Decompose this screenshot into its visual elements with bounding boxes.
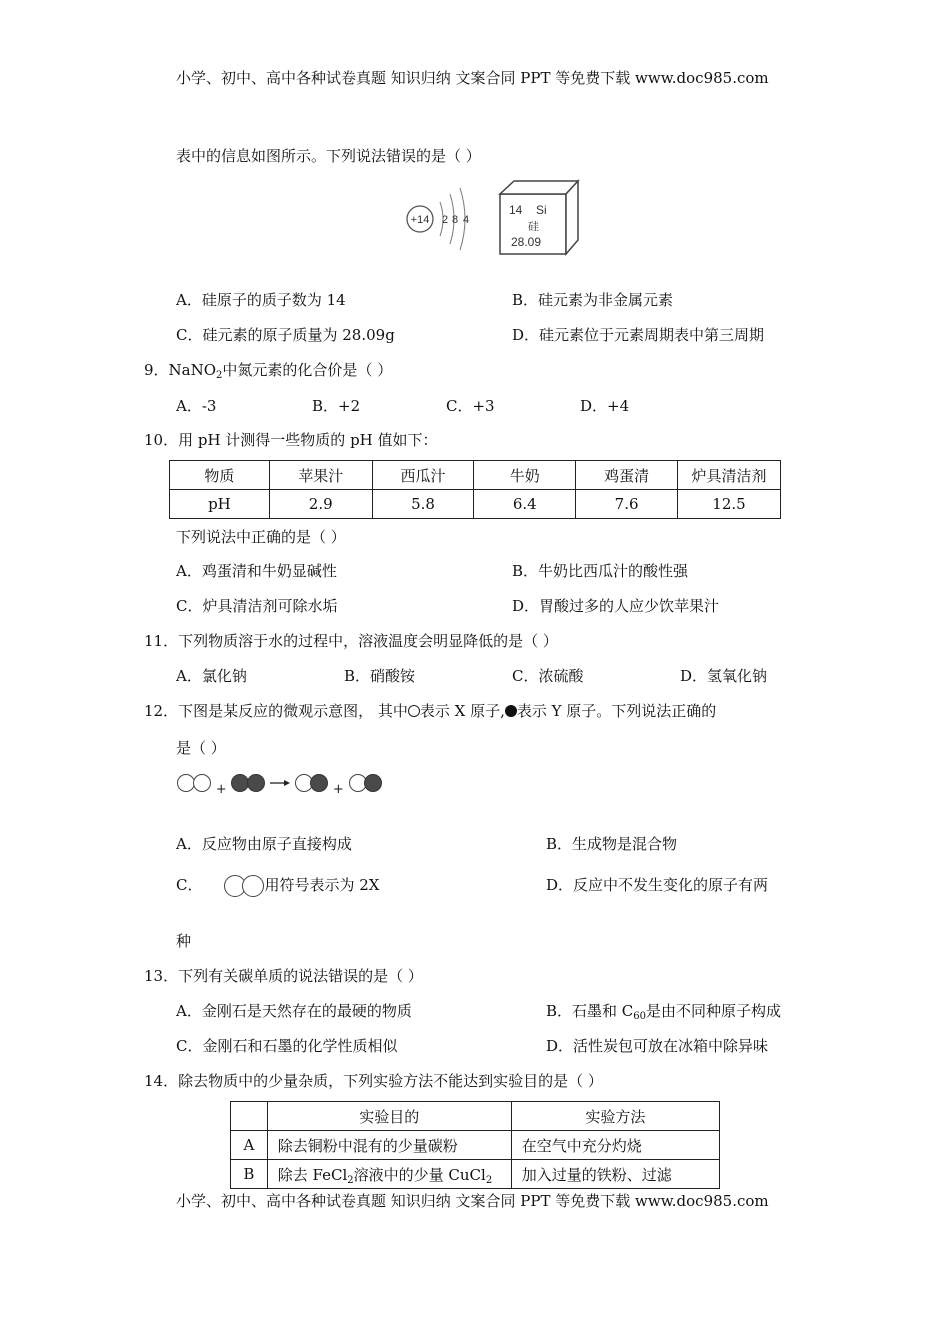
q13-option-b <box>546 1001 781 1021</box>
q13-option-b-post: 是由不同种原子构成 <box>646 1002 782 1020</box>
ph-table-cell: 鸡蛋清 <box>576 461 678 490</box>
experiment-table-cell: 除去铜粉中混有的少量碳粉 <box>267 1131 511 1160</box>
open-circle-icon <box>408 705 420 717</box>
ph-table-header-row <box>170 461 781 490</box>
experiment-table-cell <box>267 1160 511 1189</box>
q8-option-d: D．硅元素位于元素周期表中第三周期 <box>512 326 765 344</box>
q8-option-b: B．硅元素为非金属元素 <box>512 291 674 309</box>
ph-table-cell: 5.8 <box>372 490 474 519</box>
q12-stem-part1: 12．下图是某反应的微观示意图， 其中 <box>144 702 408 720</box>
q9-option-d: D．+4 <box>580 397 630 415</box>
q9-option-a: A．-3 <box>176 397 217 415</box>
arrow-icon <box>270 778 290 788</box>
periodic-table-cell <box>496 178 582 258</box>
ph-table-cell: 7.6 <box>576 490 678 519</box>
cell-symbol: Si <box>536 203 547 217</box>
q8-option-a: A．硅原子的质子数为 14 <box>176 291 346 309</box>
experiment-table-header-row <box>231 1102 720 1131</box>
q9-formula: NaNO <box>168 361 217 379</box>
plus-sign: + <box>332 782 344 797</box>
experiment-table-cell: B <box>231 1160 268 1189</box>
ph-table-cell: 12.5 <box>678 490 781 519</box>
experiment-table-cell: 在空气中充分灼烧 <box>511 1131 719 1160</box>
experiment-table-cell <box>231 1102 268 1131</box>
reaction-diagram <box>177 773 382 797</box>
experiment-table-cell: A <box>231 1131 268 1160</box>
y-atom-icon <box>247 774 265 792</box>
q12-stem <box>144 701 716 721</box>
y-atom-icon <box>364 774 382 792</box>
q12-option-c-label: C． <box>176 876 203 894</box>
cell-atomic-number: 14 <box>509 203 523 217</box>
q9-stem-text: 中氮元素的化合价是（ ） <box>222 361 393 379</box>
filled-circle-icon <box>505 705 517 717</box>
q10-stem: 10．用 pH 计测得一些物质的 pH 值如下： <box>144 431 438 449</box>
q11-option-c: C．浓硫酸 <box>512 667 584 685</box>
ph-table-cell: 苹果汁 <box>269 461 372 490</box>
atom-structure-diagram <box>400 182 480 256</box>
q12-option-c-text: 用符号表示为 2X <box>264 876 380 894</box>
q12-option-d-continued: 种 <box>176 932 192 950</box>
q8-stem-tail: 表中的信息如图所示。下列说法错误的是（ ） <box>176 147 481 165</box>
q13-stem: 13．下列有关碳单质的说法错误的是（ ） <box>144 967 423 985</box>
cell-atomic-mass: 28.09 <box>511 235 542 249</box>
rowb-goal-sub1: 2 <box>347 1174 354 1186</box>
q13-option-c: C．金刚石和石墨的化学性质相似 <box>176 1037 398 1055</box>
ph-table-cell: 2.9 <box>269 490 372 519</box>
experiment-table-row <box>231 1160 720 1189</box>
shell-2-count: 8 <box>452 214 459 226</box>
q9-formula-sub: 2 <box>216 370 223 381</box>
experiment-table-cell: 加入过量的铁粉、过滤 <box>511 1160 719 1189</box>
q12-option-b: B．生成物是混合物 <box>546 835 678 853</box>
experiment-table-cell: 实验目的 <box>267 1102 511 1131</box>
experiment-table-row <box>231 1131 720 1160</box>
q12-stem-line2: 是（ ） <box>176 739 226 757</box>
q9-number: 9． <box>144 361 169 379</box>
ph-table-value-row <box>170 490 781 519</box>
rowb-goal-sub2: 2 <box>485 1174 493 1186</box>
ph-table-cell: 6.4 <box>474 490 576 519</box>
ph-table-cell: pH <box>170 490 270 519</box>
q14-stem: 14．除去物质中的少量杂质，下列实验方法不能达到实验目的是（ ） <box>144 1072 603 1090</box>
rowb-goal-pre: 除去 FeCl <box>277 1165 348 1184</box>
q10-option-b: B．牛奶比西瓜汁的酸性强 <box>512 562 689 580</box>
page-footer: 小学、初中、高中各种试卷真题 知识归纳 文案合同 PPT 等免费下载 www.doc985.com <box>176 1192 769 1210</box>
shell-1-count: 2 <box>442 214 449 226</box>
x-atom-icon <box>193 774 211 792</box>
q13-option-a: A．金刚石是天然存在的最硬的物质 <box>176 1002 412 1020</box>
experiment-table <box>230 1101 720 1189</box>
ph-table <box>169 460 781 519</box>
q11-option-b: B．硝酸铵 <box>344 667 416 685</box>
y-atom-icon <box>310 774 328 792</box>
ph-table-cell: 炉具清洁剂 <box>678 461 781 490</box>
q10-option-d: D．胃酸过多的人应少饮苹果汁 <box>512 597 720 615</box>
plus-sign: + <box>215 782 227 797</box>
cell-element-name: 硅 <box>528 220 539 233</box>
q10-option-a: A．鸡蛋清和牛奶显碱性 <box>176 562 337 580</box>
q13-option-d: D．活性炭包可放在冰箱中除异味 <box>546 1037 769 1055</box>
atom-nucleus-label: +14 <box>410 214 430 226</box>
q12-stem-part2: 表示 X 原子, <box>419 702 505 720</box>
q13-option-b-pre: B．石墨和 C <box>546 1002 634 1020</box>
q12-stem-part3: 表示 Y 原子。下列说法正确的 <box>516 702 717 720</box>
q11-option-a: A．氯化钠 <box>176 667 247 685</box>
q9-option-c: C．+3 <box>446 397 495 415</box>
q12-option-c <box>176 875 379 897</box>
q10-prompt: 下列说法中正确的是（ ） <box>176 528 346 546</box>
ph-table-cell: 西瓜汁 <box>372 461 474 490</box>
q9-stem <box>144 360 392 380</box>
rowb-goal-mid: 溶液中的少量 CuCl <box>353 1165 486 1184</box>
q10-option-c: C．炉具清洁剂可除水垢 <box>176 597 338 615</box>
q11-option-d: D．氢氧化钠 <box>680 667 768 685</box>
q12-option-a: A．反应物由原子直接构成 <box>176 835 352 853</box>
x-atom-icon <box>242 875 264 897</box>
experiment-table-cell: 实验方法 <box>511 1102 719 1131</box>
ph-table-cell: 物质 <box>170 461 270 490</box>
q9-option-b: B．+2 <box>312 397 361 415</box>
q11-stem: 11．下列物质溶于水的过程中，溶液温度会明显降低的是（ ） <box>144 632 558 650</box>
page-header: 小学、初中、高中各种试卷真题 知识归纳 文案合同 PPT 等免费下载 www.doc985.com <box>176 69 769 87</box>
ph-table-cell: 牛奶 <box>474 461 576 490</box>
shell-3-count: 4 <box>463 214 470 226</box>
q8-option-c: C．硅元素的原子质量为 28.09g <box>176 326 395 344</box>
q12-option-d: D．反应中不发生变化的原子有两 <box>546 876 769 894</box>
q13-option-b-sub: 60 <box>633 1011 647 1022</box>
